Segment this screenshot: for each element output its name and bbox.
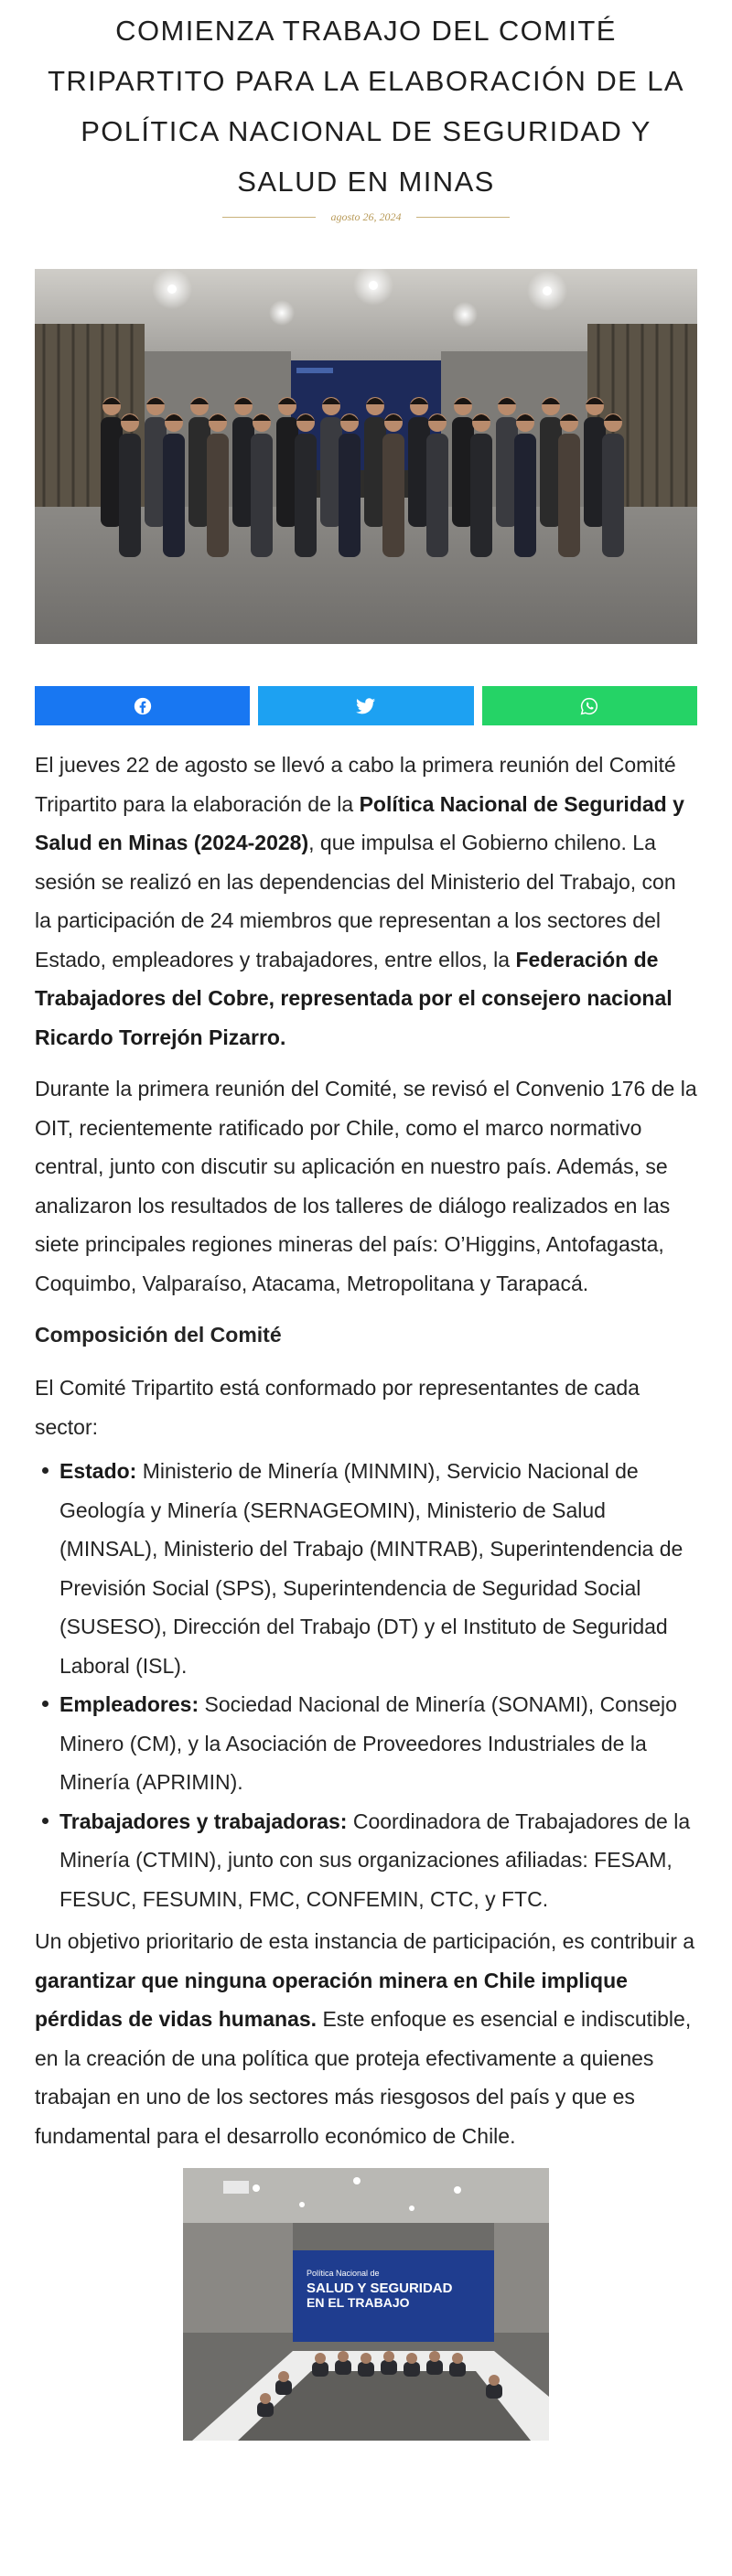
divider-right bbox=[416, 217, 510, 218]
list-item-label: Trabajadores y trabajadoras: bbox=[59, 1809, 348, 1833]
divider-left bbox=[222, 217, 316, 218]
composition-list bbox=[35, 1452, 697, 1918]
objective-text-a: Un objetivo prioritario de esta instancia de participación, es contribuir a bbox=[35, 1929, 695, 1953]
facebook-icon bbox=[134, 697, 152, 715]
share-facebook-button[interactable] bbox=[35, 686, 250, 725]
banner-line2: SALUD Y SEGURIDAD bbox=[307, 2281, 453, 2296]
paragraph-composition: El Comité Tripartito está conformado por representantes de cada sector: bbox=[35, 1376, 640, 1439]
publish-date: agosto 26, 2024 bbox=[330, 209, 402, 223]
meeting-photo bbox=[183, 2168, 549, 2441]
banner-line3: EN EL TRABAJO bbox=[307, 2295, 410, 2310]
paragraph-objective bbox=[35, 1922, 697, 2155]
list-item-text: Coordinadora de Trabajadores de la Minería (CTMIN), junto con sus organizaciones afiliadas: FESAM, FESUC, FESUMIN, FMC, CONFEMIN, CTC, y FTC. bbox=[59, 1809, 691, 1911]
date-row bbox=[35, 207, 697, 227]
article-body bbox=[35, 746, 697, 2155]
list-item-label: Empleadores: bbox=[59, 1692, 199, 1716]
section-heading: Composición del Comité bbox=[35, 1323, 282, 1347]
group-photo bbox=[35, 269, 697, 644]
share-bar bbox=[35, 686, 697, 725]
list-item bbox=[35, 1452, 697, 1685]
list-item-label: Estado: bbox=[59, 1459, 137, 1483]
list-item bbox=[35, 1685, 697, 1802]
intro-bold-policy: Política Nacional de Seguridad y Salud en Minas (2024-2028) bbox=[35, 791, 684, 854]
paragraph-intro bbox=[35, 746, 697, 1057]
article-title: COMIENZA TRABAJO DEL COMITÉ TRIPARTITO PARA LA ELABORACIÓN DE LA POLÍTICA NACIONAL DE SEGURIDAD Y SALUD EN MINAS bbox=[48, 15, 684, 198]
objective-bold: garantizar que ninguna operación minera en Chile implique pérdidas de vidas humanas. bbox=[35, 1968, 628, 2031]
banner-line1: Política Nacional de bbox=[307, 2269, 380, 2278]
group-photo-illustration bbox=[35, 269, 697, 644]
whatsapp-icon bbox=[580, 697, 598, 715]
list-item-text: Ministerio de Minería (MINMIN), Servicio Nacional de Geología y Minería (SERNAGEOMIN), Ministerio de Salud (MINSAL), Ministerio del Trabajo (MINTRAB), Superintendencia de Previsión Social (SPS), Superintendencia de Seguridad Social (SUSESO), Dirección del Trabajo (DT) y el Instituto de Seguridad Laboral (ISL). bbox=[59, 1459, 684, 1678]
objective-text-c: Este enfoque es esencial e indiscutible, en la creación de una política que proteja efectivamente a quienes trabajan en uno de los sectores más riesgosos del país y que es fundamental para el desarrollo económico de Chile. bbox=[35, 2007, 692, 2148]
intro-text-a: El jueves 22 de agosto se llevó a cabo la primera reunión del Comité Tripartito para la elaboración de la bbox=[35, 753, 676, 816]
intro-text-c: , que impulsa el Gobierno chileno. La sesión se realizó en las dependencias del Ministerio del Trabajo, con la participación de 24 miembros que representan a los sectores del Estado, empleadores y trabajadores, entre ellos, la bbox=[35, 831, 676, 971]
list-item-text: Sociedad Nacional de Minería (SONAMI), Consejo Minero (CM), y la Asociación de Proveedores Industriales de la Minería (APRIMIN). bbox=[59, 1692, 677, 1794]
share-twitter-button[interactable] bbox=[258, 686, 473, 725]
paragraph-meeting: Durante la primera reunión del Comité, se revisó el Convenio 176 de la OIT, recientemente ratificado por Chile, como el marco normativo central, junto con discutir su aplicación en nuestro país. Además, se analizaron los resultados de los talleres de diálogo realizados en las siete principales regiones mineras del país: O’Higgins, Antofagasta, Coquimbo, Valparaíso, Atacama, Metropolitana y Tarapacá. bbox=[35, 1077, 697, 1295]
intro-bold-federation: Federación de Trabajadores del Cobre, representada por el consejero nacional Ricardo Torrejón Pizarro. bbox=[35, 947, 673, 1049]
list-item bbox=[35, 1802, 697, 1919]
meeting-photo-illustration bbox=[183, 2168, 549, 2441]
share-whatsapp-button[interactable] bbox=[482, 686, 697, 725]
twitter-icon bbox=[356, 698, 375, 714]
